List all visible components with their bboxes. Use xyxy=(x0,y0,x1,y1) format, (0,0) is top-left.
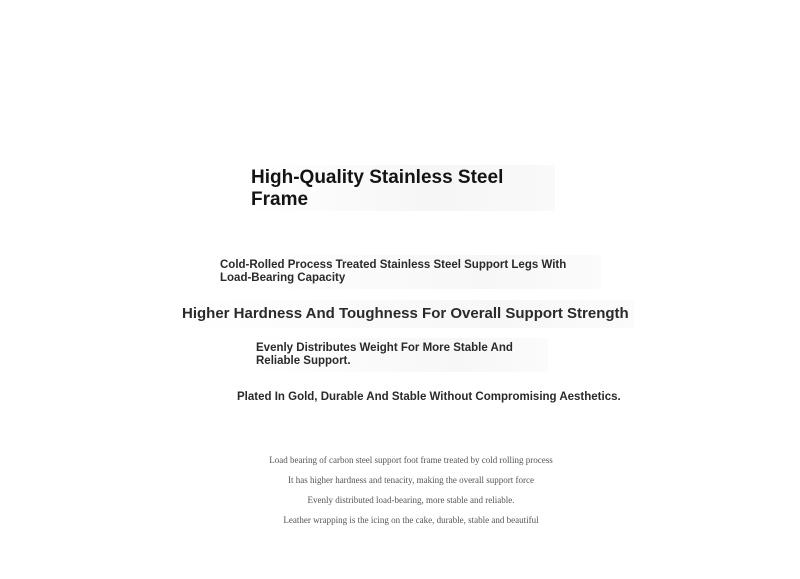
feature-text-4: Plated In Gold, Durable And Stable Without Compromising Aesthetics. xyxy=(237,391,621,403)
caption-line-1: Load bearing of carbon steel support foot frame treated by cold rolling process xyxy=(269,455,553,465)
feature-text-1: Cold-Rolled Process Treated Stainless Steel Support Legs With Load-Bearing Capacity xyxy=(216,255,601,289)
page-title: High-Quality Stainless Steel Frame xyxy=(245,165,555,211)
caption-line-4: Leather wrapping is the icing on the cake, durable, stable and beautiful xyxy=(283,515,539,525)
feature-text-2: Higher Hardness And Toughness For Overall Support Strength xyxy=(176,300,634,328)
feature-text-3: Evenly Distributes Weight For More Stable And Reliable Support. xyxy=(252,338,548,372)
caption-line-2: It has higher hardness and tenacity, making the overall support force xyxy=(287,475,535,485)
caption-line-3: Evenly distributed load-bearing, more stable and reliable. xyxy=(307,495,515,505)
